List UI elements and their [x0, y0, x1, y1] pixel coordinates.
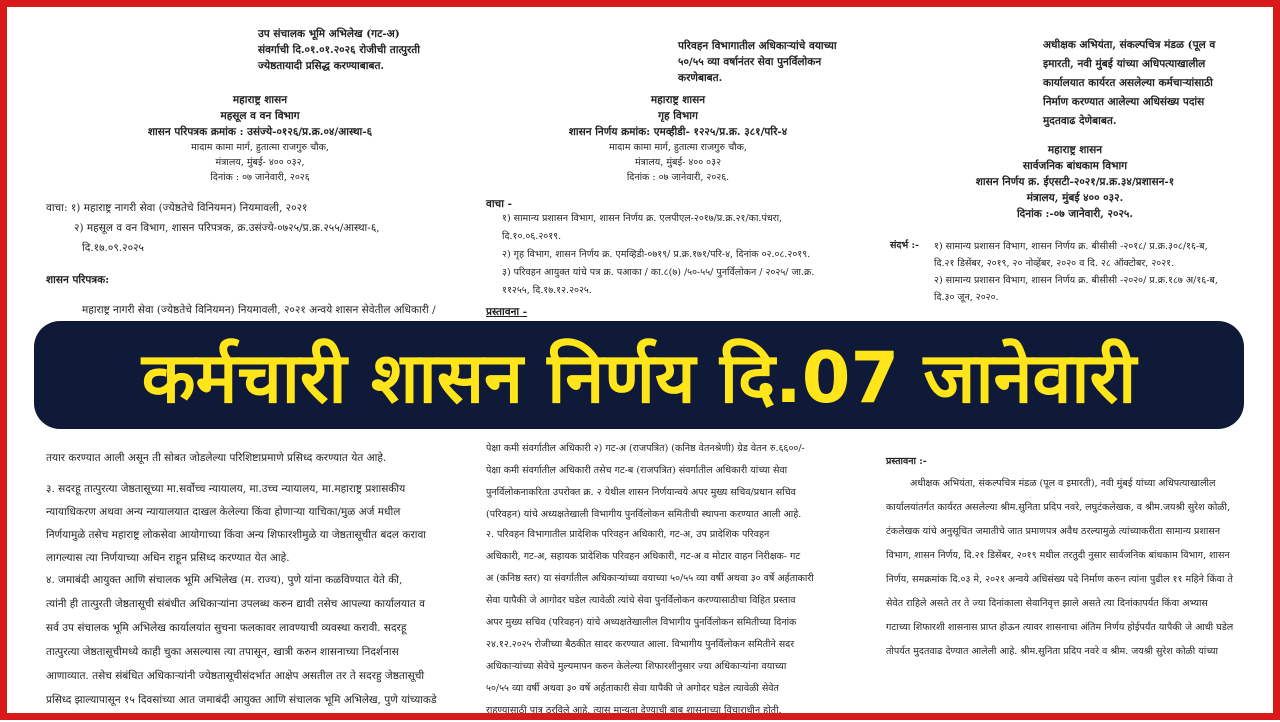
- doc1-para-line: तात्पुरत्या जेष्ठतासूचीमध्ये काही चुका असल्यास त्या तपासून, खात्री करुन शासनाच्या निदर्शनास: [46, 646, 399, 658]
- doc1-header: [80, 92, 440, 185]
- doc3-address: मंत्रालय, मुंबई ४०० ०३२.: [1026, 192, 1124, 204]
- doc3-subject-line: अधीक्षक अभियंता, संकल्पचित्र मंडळ (पूल व: [1043, 39, 1216, 51]
- doc1-para-line: लागल्यास त्या निर्णयाच्या अधिन राहून प्रसिध्द करण्यात येत आहे.: [46, 552, 290, 564]
- doc3-resolution-number: शासन निर्णय क्र. ईएसटी-२०२१/प्र.क्र.३४/प्रशासन-१: [975, 176, 1175, 188]
- doc2-subject-line: ५०/५५ व्या वर्षानंतर सेवा पुनर्विलोकन: [678, 56, 822, 68]
- doc1-subject: [258, 26, 468, 74]
- doc2-ref-line: २) गृह विभाग, शासन निर्णय क्र. एमव्हिडी-०७१९/ प्र.क्र.१७१/परि-४, दिनांक ०२.०८.२०१९.: [502, 249, 811, 260]
- doc3-references: [934, 238, 1260, 306]
- doc1-department: महसूल व वन विभाग: [220, 110, 300, 122]
- doc3-subject: [1043, 36, 1258, 131]
- doc2-para-line: पुनर्विलोकनाकरिता उपरोक्त क्र. २ येथील शासन निर्णयान्वये अपर मुख्य सचिव/प्रधान सचिव: [486, 487, 796, 498]
- doc3-gov-title: महाराष्ट्र शासन: [1047, 144, 1103, 156]
- doc1-date: दिनांक : ०७ जानेवारी, २०२६: [210, 172, 310, 183]
- doc3-subject-line: निर्माण करण्यात आलेल्या अधिसंख्य पदांस: [1043, 96, 1205, 108]
- doc2-paragraph-1: [486, 438, 878, 526]
- doc1-ref-line: २) महसूल व वन विभाग, शासन परिपत्रक, क्र.उसंज्ये-०७२५/प्र.क्र.२५५/आस्था-६,: [74, 222, 380, 234]
- doc2-address: मंत्रालय, मुंबई- ४०० ०३२: [634, 157, 722, 168]
- doc3-para-line: सेवेत राहिले असते तर ते ज्या दिनांकाला सेवानिवृत्त झाले असते त्या दिनांकापर्यत किंवा अभ्यास: [886, 598, 1208, 609]
- doc3-department: सार्वजनिक बांधकाम विभाग: [1022, 160, 1128, 172]
- doc2-subject: [678, 38, 878, 86]
- doc2-resolution-number: शासन निर्णय क्रमांक: एमव्हीडी- १२२५/प्र.क्र. ३८१/परि-४: [568, 126, 788, 138]
- doc1-para-line: त्यांनी ही तात्पुरती जेष्ठतासूची संबंधीत अधिकाऱ्यांना उपलब्ध करुन द्यावी तसेच आपल्या कार्यालयात व: [46, 598, 425, 610]
- doc3-para-line: कार्यालयांतर्गत कार्यरत असलेल्या श्रीम.सुनिता प्रदिप नवरे, लघुटंकलेखक, व श्रीम.जयश्री सुरेश कोळी,: [886, 502, 1231, 513]
- doc2-subject-line: करणेबाबत.: [678, 72, 723, 84]
- doc1-para-line: ३. सदरहू तात्पुरत्या जेष्ठतासूच्या मा.सर्वोच्च न्यायालय, मा.उच्च न्यायालय, मा.महाराष्ट्र प्रशासकीय: [46, 483, 406, 495]
- doc2-para-line: अधिकाऱ्यांच्या सेवेचे मुल्यमापन करुन केलेल्या शिफारशीनुसार ज्या अधिकाऱ्यांना वयाच्या: [486, 661, 787, 672]
- doc2-subject-line: परिवहन विभागातील अधिकाऱ्यांचे वयाच्या: [678, 40, 837, 52]
- doc2-section-title: प्रस्तावना -: [486, 306, 528, 318]
- doc2-paragraph-2: [486, 524, 878, 722]
- doc2-para-line: पेक्षा कमी संवर्गातील अधिकारी तसेच गट-ब (राजपत्रित) संवर्गातील अधिकारी यांच्या सेवा: [486, 465, 788, 476]
- doc2-date: दिनांक : ०७ जानेवारी, २०२६.: [626, 172, 730, 183]
- doc1-subject-line: ज्येष्ठतायादी प्रसिद्ध करण्याबाबत.: [258, 60, 385, 72]
- doc2-ref-line: ३) परिवहन आयुक्त यांचे पत्र क्र. पआका / का.८(७) /५०-५५/ पुनर्विलोकन / २०२५/ जा.क्र.: [502, 267, 815, 278]
- doc1-ref-line: वाचा: १) महाराष्ट्र नागरी सेवा (ज्येष्ठतेचे विनियमन) नियमावली, २०२१: [46, 202, 308, 214]
- doc1-address: मंत्रालय, मुंबई- ४०० ०३२,: [215, 157, 305, 168]
- doc3-subject-line: मुदतवाढ देणेबाबत.: [1043, 115, 1117, 127]
- doc3-para-line: निर्णय, समक्रमांक दि.०३ मे, २०२१ अन्वये अधिसंख्य पदे निर्माण करुन त्यांना पुढील ११ महिने किंवा ते: [886, 574, 1233, 585]
- doc1-gov-title: महाराष्ट्र शासन: [232, 94, 288, 106]
- doc3-date: दिनांक :-०७ जानेवारी, २०२५.: [1016, 208, 1134, 220]
- doc2-header: [518, 92, 838, 185]
- doc3-ref-line: दि.२१ डिसेंबर, २०१९, २० नोव्हेंबर, २०२० व दि. २८ ऑक्टोबर, २०२१.: [934, 258, 1175, 269]
- doc2-refs-label: वाचा -: [486, 198, 512, 210]
- doc3-para-line: विभाग, शासन निर्णय, दि.२१ डिसेंबर, २०१९ मधील तरतुदी नुसार सार्वजनिक बांधकाम विभाग, शासन: [886, 550, 1230, 561]
- doc2-department: गृह विभाग: [658, 110, 698, 122]
- doc2-para-line: राहण्यासाठी पात्र ठरविले आहे, त्यास मान्यता देण्याची बाब शासनाच्या विचाराधीन होती.: [486, 705, 782, 716]
- doc3-para-line: अधीक्षक अभियंता, संकल्पचित्र मंडळ (पूल व इमारती), नवी मुंबई यांच्या अधिपत्याखालील: [910, 478, 1216, 489]
- doc1-paragraph-4: [46, 568, 464, 712]
- doc3-para-line: तोपर्यत मुदतवाढ देण्यात आलेली आहे. श्रीम.सुनिता प्रदिप नवरे व श्रीम. जयश्री सुरेश कोळी यांच्या: [886, 646, 1218, 657]
- doc3-section-title: प्रस्तावना :-: [886, 456, 927, 467]
- doc1-para-line: ४. जमाबंदी आयुक्त आणि संचालक भूमि अभिलेख (म. राज्य), पुणे यांना कळविण्यात येते की,: [46, 574, 403, 586]
- doc2-para-line: सेवा यापैकी जे आगोदर घडेल त्यावेळी त्यांचे सेवा पुनर्विलोकन करण्यासाठीचा विहित प्रस्ताव: [486, 595, 796, 606]
- doc2-ref-line: १) सामान्य प्रशासन विभाग, शासन निर्णय क्र. एलपीएल-२०१७/प्र.क्र.२१/का.पंधरा,: [502, 213, 783, 224]
- doc2-ref-line: दि.१०.०६.२०१९.: [502, 231, 562, 242]
- doc1-paragraph-3: [46, 478, 464, 570]
- doc1-subject-line: संवर्गाची दि.०१.०१.२०२६ रोजीची तात्पुरती: [258, 44, 420, 56]
- headline-title: कर्मचारी शासन निर्णय दि.07 जानेवारी: [141, 337, 1137, 419]
- doc1-subject-line: उप संचालक भूमि अभिलेख (गट-अ): [258, 28, 400, 40]
- doc1-references: [46, 198, 456, 258]
- doc1-circular-number: शासन परिपत्रक क्रमांक : उसंज्ये-०१२६/प्र.क्र.०४/आस्था-६: [147, 126, 373, 138]
- doc2-para-line: अपर मुख्य सचिव (परिवहन) यांचे अध्यक्षतेखालील विभागीय पुनर्विलोकन समितीच्या दिनांक: [486, 617, 797, 628]
- doc2-para-line: अ (कनिष्ठ स्तर) या संवर्गातील अधिकाऱ्यांच्या वयाच्या ५०/५५ व्या वर्षी अथवा ३० वर्षे अर्हताकारी: [486, 573, 814, 584]
- doc3-paragraph-1: [886, 472, 1260, 664]
- doc2-address: मादाम कामा मार्ग, हुतात्मा राजगुरु चौक,: [609, 142, 747, 153]
- doc3-ref-line: १) सामान्य प्रशासन विभाग, शासन निर्णय क्र. बीसीसी -२०१८/ प्र.क्र.३०८/१६-ब,: [934, 241, 1208, 252]
- doc3-para-line: गटाच्या शिफारशी शासनास प्राप्त होऊन त्यावर शासनाचा अंतिम निर्णय होईपर्यंत यापैकी जे आधी घडेल: [886, 622, 1234, 633]
- doc1-ref-line: दि.१७.०९.२०२५: [82, 242, 144, 254]
- doc1-para-line: तयार करण्यात आली असून ती सोबत जोडलेल्या परिशिष्टाप्रमाणे प्रसिध्द करण्यात येत आहे.: [46, 452, 387, 464]
- doc2-ref-line: ११२५५, दि.१७.१२.२०२५.: [502, 285, 592, 296]
- headline-banner: [34, 321, 1244, 429]
- doc1-paragraph-2-tail: [46, 448, 464, 468]
- doc2-para-line: अधिकारी, गट-अ, सहायक प्रादेशिक परिवहन अधिकारी, गट-अ व मोटार वाहन निरीक्षक- गट: [486, 551, 801, 562]
- doc3-subject-line: इमारती, नवी मुंबई यांच्या अधिपत्याखालील: [1043, 58, 1206, 70]
- doc2-para-line: पेक्षा कमी संवर्गातील अधिकारी २) गट-अ (राजपत्रित) (कनिष्ठ वेतनश्रेणी) ग्रेड वेतन रु.६६००/-: [486, 443, 805, 454]
- doc2-references: [502, 210, 878, 300]
- doc2-gov-title: महाराष्ट्र शासन: [650, 94, 706, 106]
- doc3-subject-line: कार्यालयात कार्यरत असलेल्या कर्मचाऱ्यांसाठी: [1043, 77, 1213, 89]
- doc1-para-line: आणाव्यात. तसेच संबंधित अधिकाऱ्यांनी ज्येष्ठतासूचीसंदर्भात आक्षेप असतील तर ते सदरहु जेष्ठतासूची: [46, 670, 425, 682]
- doc1-para-line: निर्णयामुळे तसेच महाराष्ट्र लोकसेवा आयोगाच्या किंवा अन्य शिफारशीमुळे या जेष्ठतासूचीत बदल करावा: [46, 529, 427, 541]
- doc1-address: मादाम कामा मार्ग, हुतात्मा राजगुरु चौक,: [191, 142, 329, 153]
- doc1-para-line: महाराष्ट्र नागरी सेवा (ज्येष्ठतेचे विनियमन) नियमावली, २०२१ अन्वये शासन सेवेतील अधिकारी /: [82, 304, 436, 316]
- doc2-para-line: (परिवहन) यांचे अध्यक्षतेखाली विभागीय पुनर्विलोकन समितीची स्थापना करण्यात आली आहे.: [486, 509, 802, 520]
- doc2-para-line: २४.१२.२०२५ रोजीच्या बैठकीत सादर करण्यात आला. विभागीय पुनर्विलोकन समितीने सदर: [486, 639, 795, 650]
- doc3-header: [900, 142, 1250, 222]
- doc3-refs-label: संदर्भ :-: [890, 240, 919, 251]
- doc1-para-line: प्रसिध्द झाल्यापासून १५ दिवसांच्या आत जमाबंदी आयुक्त आणि संचालक भूमि अभिलेख, पुणे यांच्याकडे: [46, 694, 437, 706]
- doc3-ref-line: २) सामान्य प्रशासन विभाग, शासन निर्णय क्र. बीसीसी -२०२०/ प्र.क्र.१८७ अ/१६-ब,: [934, 275, 1218, 286]
- doc3-para-line: टंकलेखक यांचे अनुसूचित जमातीचे जात प्रमाणपत्र अवैध ठरल्यामुळे त्यांच्याकरीता सामान्य प्रशासन: [886, 526, 1221, 537]
- doc2-para-line: २. परिवहन विभागातील प्रादेशिक परिवहन अधिकारी, गट-अ, उप प्रादेशिक परिवहन: [486, 529, 770, 540]
- doc2-para-line: ५०/५५ व्या वर्षी अथवा ३० वर्षे अर्हताकारी सेवा यापैकी जे अगोदर घडेल त्यावेळी सेवेत: [486, 683, 779, 694]
- doc1-section-title: शासन परिपत्रक:: [46, 274, 110, 286]
- doc1-para-line: न्यायाधिकरण अथवा अन्य न्यायालयात दाखल केलेल्या किंवा होणाऱ्या याचिका/मुळ अर्ज मधील: [46, 506, 401, 518]
- doc1-para-line: सर्व उप संचालक भूमि अभिलेख कार्यालयांत सुचना फलकावर लावण्याची व्यवस्था करावी. सदरहू: [46, 622, 407, 634]
- doc3-ref-line: दि.३० जून, २०२०.: [934, 292, 999, 303]
